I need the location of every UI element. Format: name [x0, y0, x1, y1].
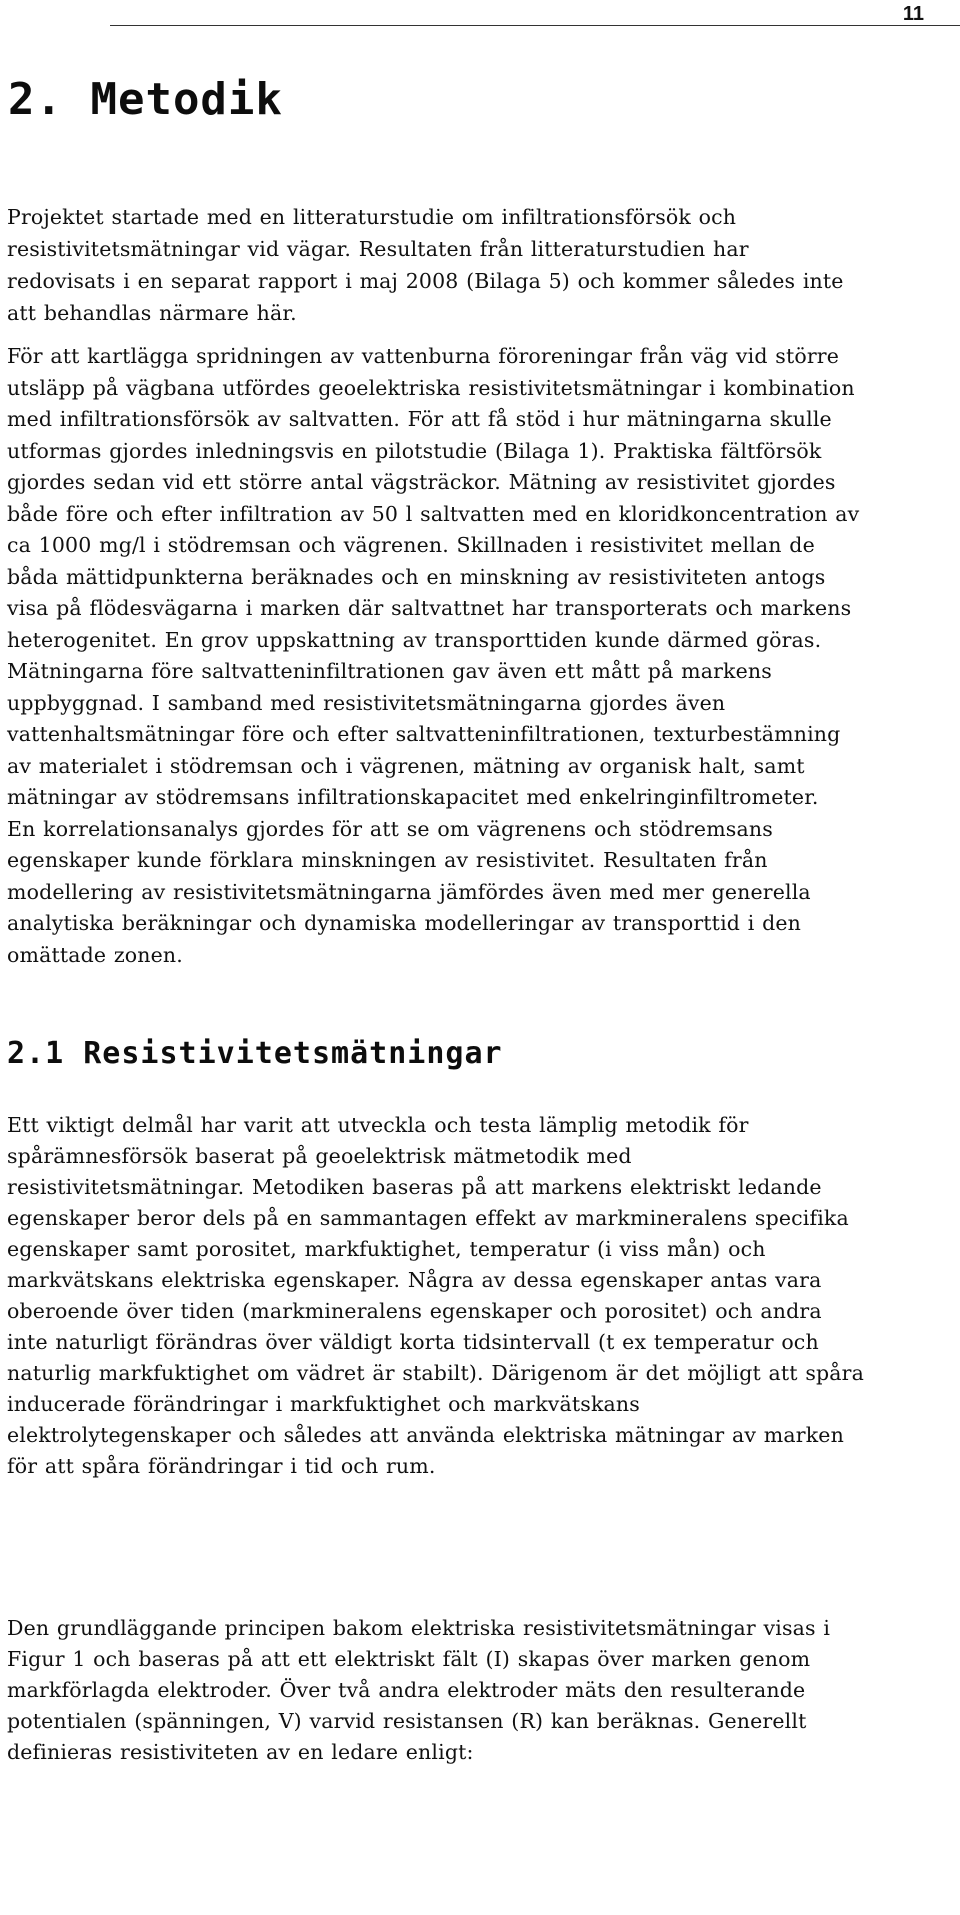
intro-paragraph: Projektet startade med en litteraturstudie om infiltrationsförsök och resistivitetsmätningar vid vägar. Resultaten från litteraturstudien har redovisats i en separat rapport i maj 2008 (Bilaga 5) och kommer således inte att behandlas närmare här. [7, 205, 844, 325]
principle-paragraph: Den grundläggande principen bakom elektriska resistivitetsmätningar visas i Figur 1 och baseras på att ett elektriskt fält (I) skapas över marken genom markförlagda elektroder. Över två andra elektroder mäts den resulterande potentialen (spänningen, V) varvid resistansen (R) kan beräknas. Generellt definieras resistiviteten av en ledare enligt: [7, 1616, 831, 1764]
section-heading: 2. Metodik [8, 74, 283, 125]
subsection-heading: 2.1 Resistivitetsmätningar [7, 1036, 503, 1071]
page-number: 11 [902, 3, 924, 25]
resistivity-paragraph: Ett viktigt delmål har varit att utveckla och testa lämplig metodik för spårämnesförsök baserat på geoelektrisk mätmetodik med resistivitetsmätningar. Metodiken baseras på att markens elektriskt ledande egenskaper beror dels på en sammantagen effekt av markmineralens specifika egenskaper samt porositet, markfuktighet, temperatur (i viss mån) och markvätskans elektriska egenskaper. Några av dessa egenskaper antas vara oberoende över tiden (markmineralens egenskaper och porositet) och andra inte naturligt förändras över väldigt korta tidsintervall (t ex temperatur och naturlig markfuktighet om vädret är stabilt). Därigenom är det möjligt att spåra inducerade förändringar i markfuktighet och markvätskans elektrolytegenskaper och således att använda elektriska mätningar av marken för att spåra förändringar i tid och rum. [7, 1113, 864, 1478]
method-paragraph: För att kartlägga spridningen av vattenburna föroreningar från väg vid större utsläpp på vägbana utfördes geoelektriska resistivitetsmätningar i kombination med infiltrationsförsök av saltvatten. För att få stöd i hur mätningarna skulle utformas gjordes inledningsvis en pilotstudie (Bilaga 1). Praktiska fältförsök gjordes sedan vid ett större antal vägsträckor. Mätning av resistivitet gjordes både före och efter infiltration av 50 l saltvatten med en kloridkoncentration av ca 1000 mg/l i stödremsan och vägrenen. Skillnaden i resistivitet mellan de båda mättidpunkterna beräknades och en minskning av resistiviteten antogs visa på flödesvägarna i marken där saltvattnet har transporterats och markens heterogenitet. En grov uppskattning av transporttiden kunde därmed göras. Mätningarna före saltvatteninfiltrationen gav även ett mått på markens uppbyggnad. I samband med resistivitetsmätningarna gjordes även vattenhaltsmätningar före och efter saltvatteninfiltrationen, texturbestämning av materialet i stödremsan och i vägrenen, mätning av organisk halt, samt mätningar av stödremsans infiltrationskapacitet med enkelringinfiltrometer. En korrelationsanalys gjordes för att se om vägrenens och stödremsans egenskaper kunde förklara minskningen av resistivitet. Resultaten från modellering av resistivitetsmätningarna jämfördes även med mer generella analytiska beräkningar och dynamiska modelleringar av transporttid i den omättade zonen. [7, 344, 860, 967]
header-rule [110, 25, 960, 26]
